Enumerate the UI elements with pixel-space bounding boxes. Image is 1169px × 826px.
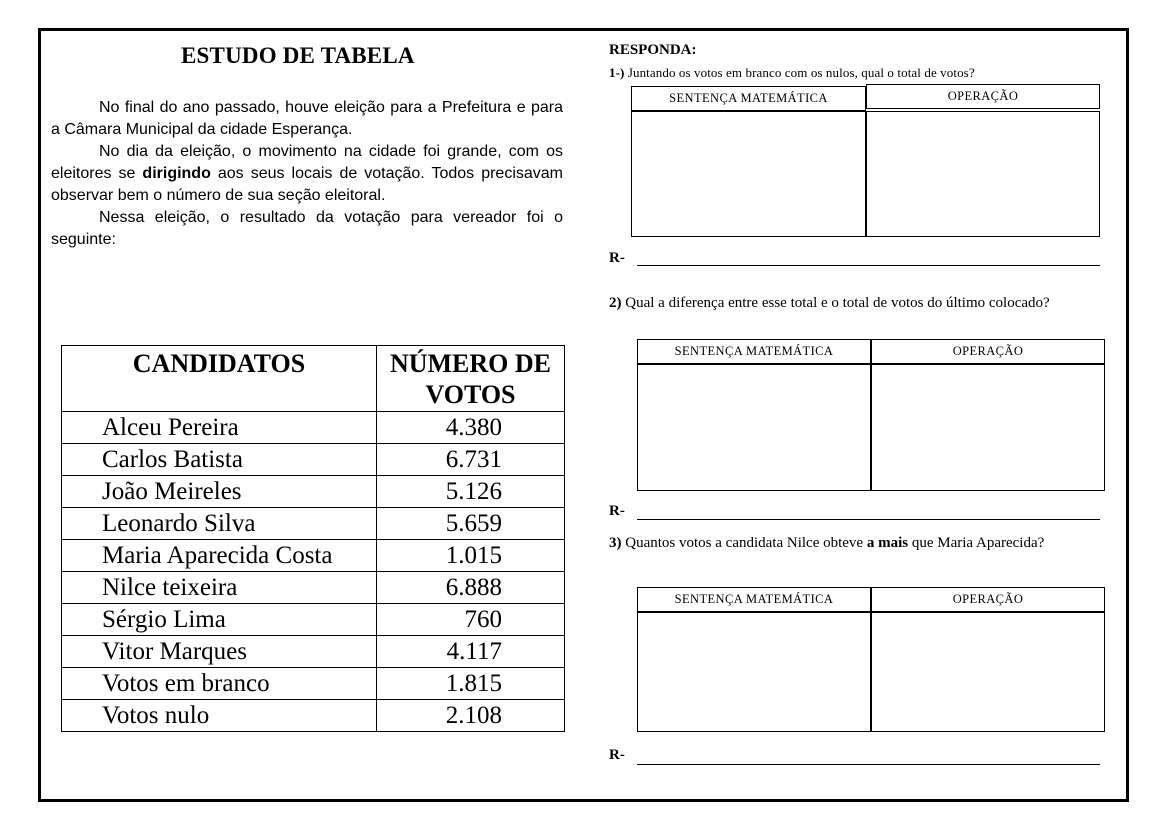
q1-operation-label: OPERAÇÃO: [866, 84, 1100, 109]
vote-count: 4.380: [377, 412, 565, 444]
intro-p2-bold: dirigindo: [142, 165, 211, 182]
candidate-name: Vitor Marques: [62, 636, 377, 668]
vote-count: 2.108: [377, 700, 565, 732]
q1-answer-line[interactable]: [637, 265, 1100, 266]
table-row: [62, 476, 565, 508]
candidate-name: Leonardo Silva: [62, 508, 377, 540]
vote-count: 5.659: [377, 508, 565, 540]
votes-table-header-row: [62, 346, 565, 412]
question-2-number: 2): [609, 295, 622, 311]
intro-paragraph-1: No final do ano passado, houve eleição para a Prefeitura e para a Câmara Municipal da cidade Esperança.: [51, 99, 563, 138]
vote-count: 6.731: [377, 444, 565, 476]
question-3-text-bold: a mais: [866, 535, 909, 551]
question-2: [609, 292, 1121, 314]
header-vote-count: NÚMERO DE VOTOS: [377, 346, 565, 412]
table-row: [62, 444, 565, 476]
q3-operation-box[interactable]: [871, 612, 1105, 732]
table-row: [62, 636, 565, 668]
q3-answer-prefix: R-: [609, 747, 625, 763]
intro-p2-end: aos seus locais de votação. Todos precisavam observar bem o número de sua seção eleitoral.: [51, 165, 564, 204]
table-row: [62, 604, 565, 636]
candidate-name: João Meireles: [62, 476, 377, 508]
q2-answer-prefix: R-: [609, 503, 625, 519]
intro-p2-start: No dia da eleição, o movimento na cidade foi grande, com os eleitores se: [51, 143, 563, 182]
question-1-text: Juntando os votos em branco com os nulos, qual o total de votos?: [624, 65, 975, 80]
q1-operation-box[interactable]: [866, 111, 1100, 237]
table-row: [62, 540, 565, 572]
candidate-name: Nilce teixeira: [62, 572, 377, 604]
q3-sentence-box[interactable]: [637, 612, 871, 732]
vote-count: 6.888: [377, 572, 565, 604]
intro-paragraph-3: Nessa eleição, o resultado da votação para vereador foi o seguinte:: [51, 209, 563, 248]
header-candidates: CANDIDATOS: [62, 346, 377, 412]
table-row: [62, 700, 565, 732]
question-3: [609, 532, 1121, 554]
table-row: [62, 508, 565, 540]
intro-paragraph-2: [51, 141, 563, 207]
worksheet-frame: [38, 28, 1129, 802]
q1-answer-prefix: R-: [609, 250, 625, 266]
q1-sentence-label: SENTENÇA MATEMÁTICA: [631, 86, 866, 111]
candidate-name: Sérgio Lima: [62, 604, 377, 636]
vote-count: 5.126: [377, 476, 565, 508]
candidate-name: Carlos Batista: [62, 444, 377, 476]
questions-heading: RESPONDA:: [609, 42, 697, 58]
vote-count: 4.117: [377, 636, 565, 668]
vote-count: 1.015: [377, 540, 565, 572]
question-3-text-end: que Maria Aparecida?: [908, 535, 1045, 551]
q1-sentence-box[interactable]: [631, 111, 866, 237]
question-3-text-start: Quantos votos a candidata Nilce obteve: [621, 535, 867, 551]
intro-text: [51, 97, 563, 251]
vote-count: 760: [377, 604, 565, 636]
q3-operation-label: OPERAÇÃO: [871, 587, 1105, 612]
votes-table: [61, 345, 565, 732]
table-row: [62, 572, 565, 604]
question-1: [609, 62, 1121, 84]
vote-count: 1.815: [377, 668, 565, 700]
table-row: [62, 412, 565, 444]
q3-sentence-label: SENTENÇA MATEMÁTICA: [637, 587, 871, 612]
candidate-name: Votos em branco: [62, 668, 377, 700]
worksheet-title: ESTUDO DE TABELA: [181, 43, 415, 68]
candidate-name: Alceu Pereira: [62, 412, 377, 444]
question-3-number: 3): [609, 535, 622, 551]
table-row: [62, 668, 565, 700]
q2-sentence-label: SENTENÇA MATEMÁTICA: [637, 339, 871, 364]
candidate-name: Maria Aparecida Costa: [62, 540, 377, 572]
candidate-name: Votos nulo: [62, 700, 377, 732]
q2-operation-label: OPERAÇÃO: [871, 339, 1105, 364]
q2-operation-box[interactable]: [871, 364, 1105, 491]
question-1-number: 1-): [609, 65, 625, 80]
q2-sentence-box[interactable]: [637, 364, 871, 491]
q3-answer-line[interactable]: [637, 764, 1100, 765]
q2-answer-line[interactable]: [637, 519, 1100, 520]
question-2-text: Qual a diferença entre esse total e o total de votos do último colocado?: [621, 295, 1050, 311]
